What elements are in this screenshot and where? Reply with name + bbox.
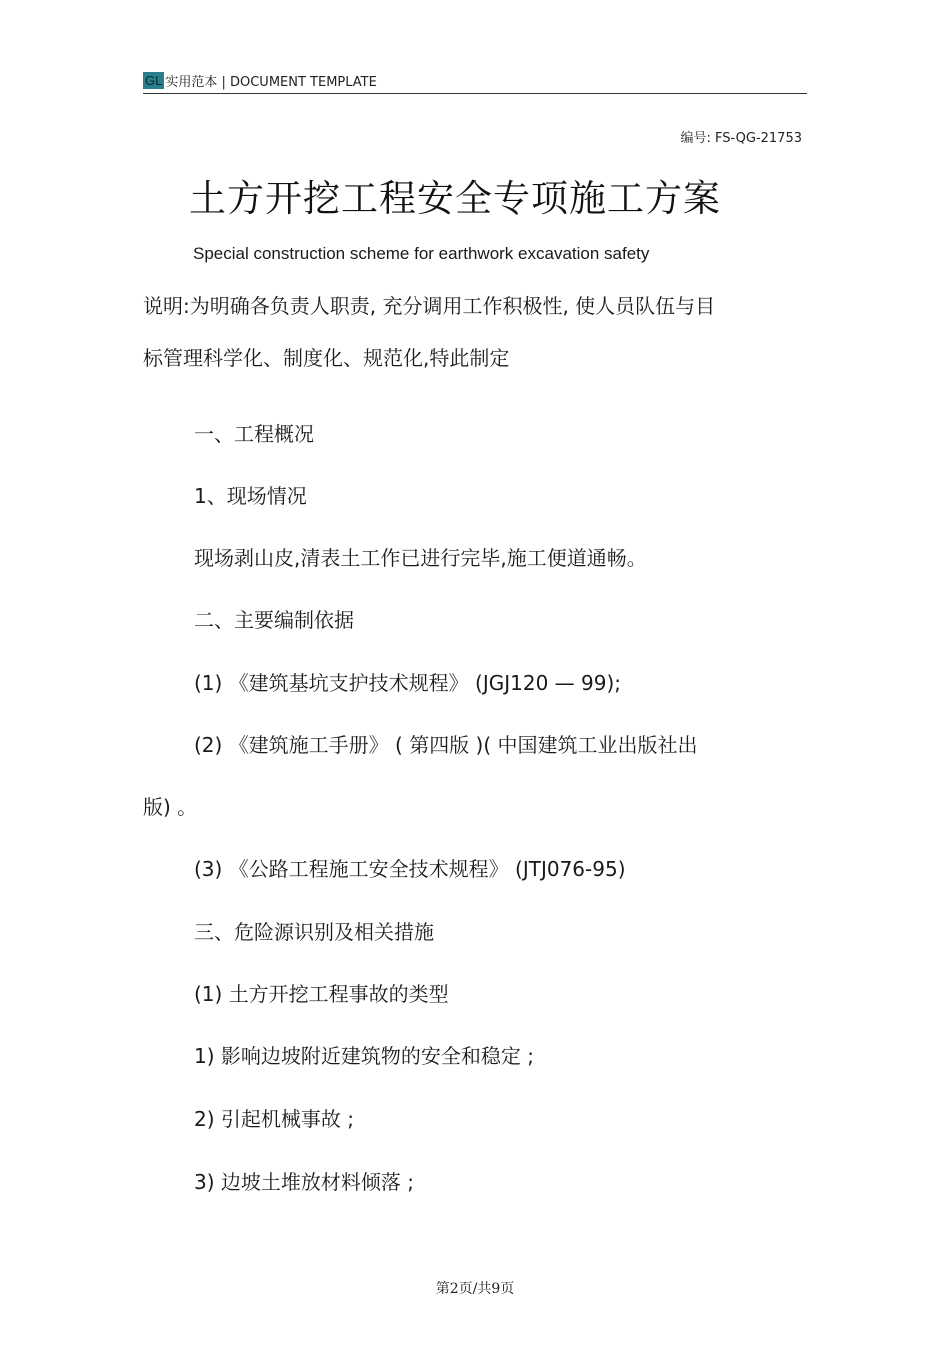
reference-item-2-cont: 版) 。 (143, 795, 198, 819)
list-item: 1) 影响边坡附近建筑物的安全和稳定 ; (194, 1044, 534, 1068)
reference-item-3: (3) 《公路工程施工安全技术规程》 (JTJ076-95) (194, 857, 626, 881)
page-number: 第2页/共9页 (435, 1281, 515, 1297)
list-item: (1) 土方开挖工程事故的类型 (194, 982, 449, 1006)
section-heading-2: 二、主要编制依据 (194, 608, 354, 632)
intro-line-1: 说明:为明确各负责人职责, 充分调用工作积极性, 使人员队伍与目 (143, 294, 716, 318)
subsection-heading-1: 1、现场情况 (194, 484, 307, 508)
header-text: 实用范本 | DOCUMENT TEMPLATE (165, 75, 377, 90)
section-heading-1: 一、工程概况 (194, 422, 314, 446)
document-number: 编号: FS-QG-21753 (680, 131, 802, 146)
list-item: 3) 边坡土堆放材料倾落 ; (194, 1170, 414, 1194)
list-item: 2) 引起机械事故 ; (194, 1107, 354, 1131)
document-header (143, 71, 377, 90)
section-heading-3: 三、危险源识别及相关措施 (194, 920, 434, 944)
reference-item-2: (2) 《建筑施工手册》 ( 第四版 )( 中国建筑工业出版社出 (194, 733, 698, 757)
gl-logo: GL (145, 73, 163, 88)
document-subtitle: Special construction scheme for earthwork excavation safety (193, 244, 650, 263)
document-title: 土方开挖工程安全专项施工方案 (189, 177, 721, 220)
intro-line-2: 标管理科学化、制度化、规范化,特此制定 (143, 346, 510, 370)
paragraph: 现场剥山皮,清表土工作已进行完毕,施工便道通畅。 (194, 546, 647, 570)
reference-item-1: (1) 《建筑基坑支护技术规程》 (JGJ120 — 99); (194, 671, 622, 695)
header-rule (143, 93, 807, 94)
